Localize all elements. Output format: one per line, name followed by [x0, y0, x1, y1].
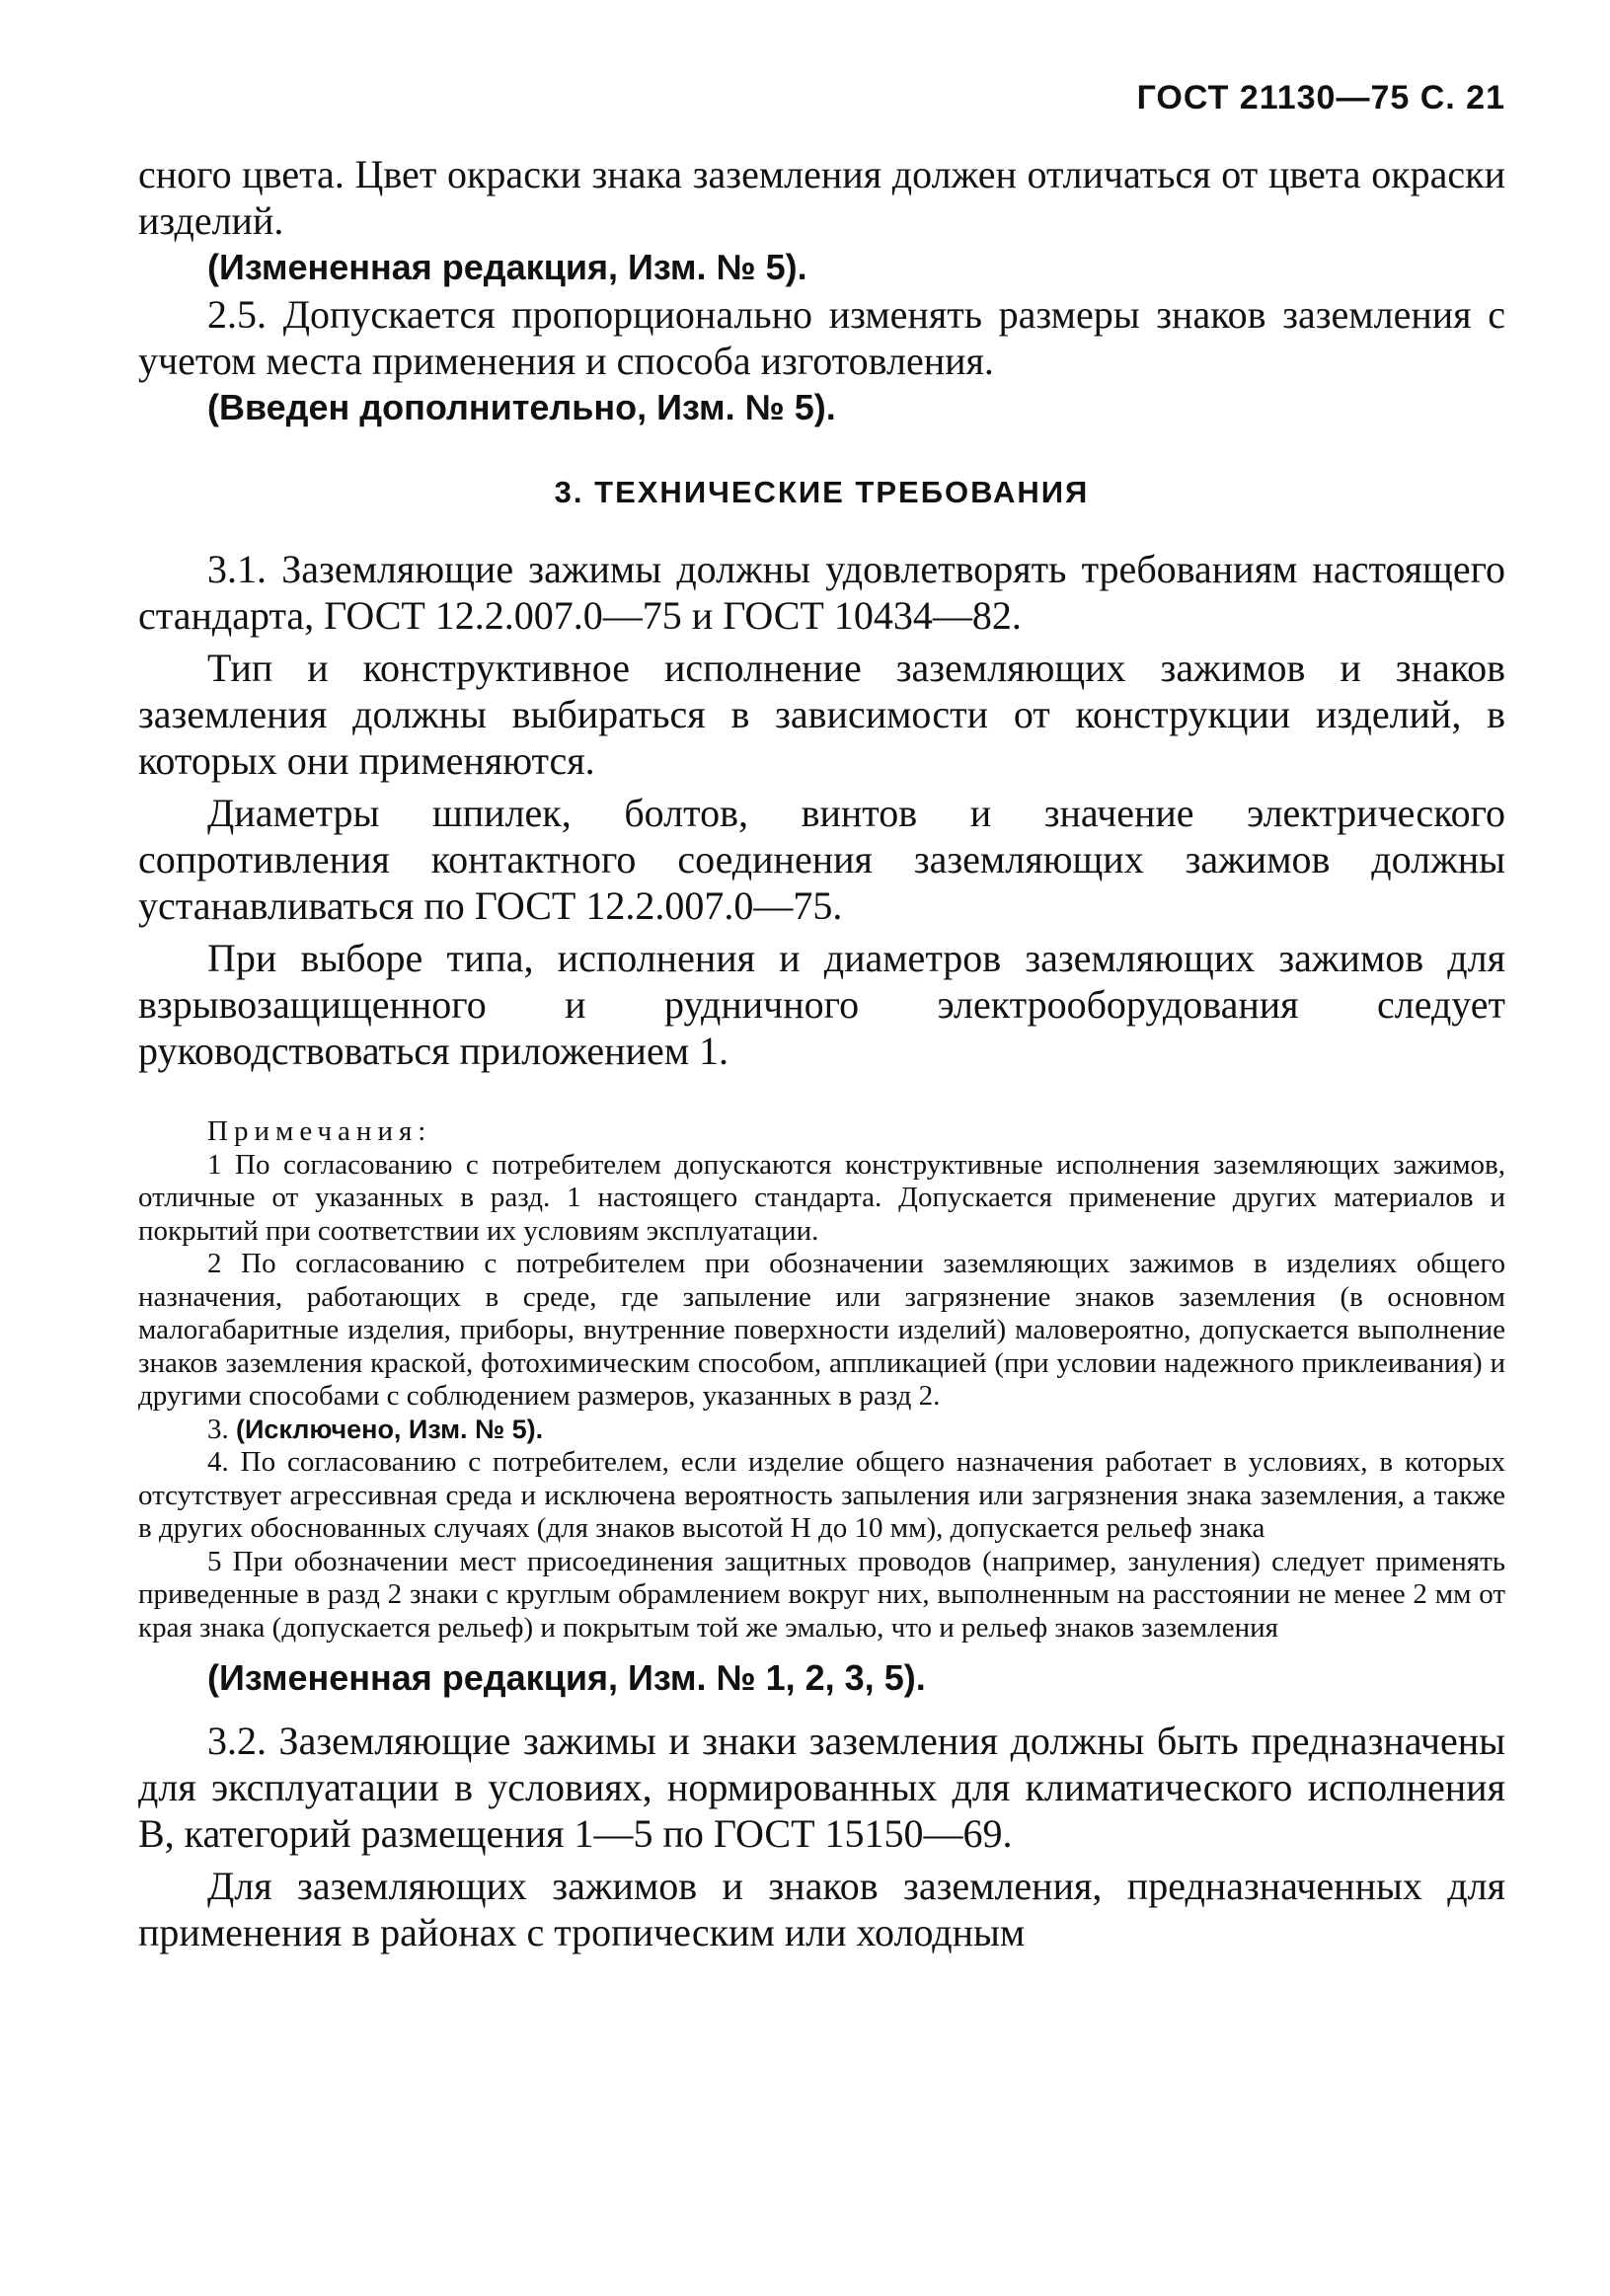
- amendment-note: (Измененная редакция, Изм. № 5).: [207, 247, 807, 287]
- paragraph-continuation: сного цвета. Цвет окраски знака заземления должен отличаться от цвета окраски изделий.: [138, 152, 1505, 243]
- note-item: 4. По согласованию с потребителем, если изделие общего назначения работает в условиях, в которых отсутствует агрессивная среда и исключена вероятность запыления или загрязнения знака заземления, а также в других обоснованных случаях (для знаков высотой Н до 10 мм), допускается рельеф знака: [138, 1446, 1505, 1544]
- amendment-note: (Введен дополнительно, Изм. № 5).: [207, 387, 836, 427]
- note-item: [138, 1414, 1505, 1447]
- running-header: ГОСТ 21130—75 С. 21: [1136, 79, 1505, 116]
- note-item: 5 При обозначении мест присоединения защитных проводов (например, зануления) следует применять приведенные в разд 2 знаки с круглым обрамлением вокруг них, выполненным на расстоянии не менее 2 мм от края знака (допускается рельеф) и покрытым той же эмалью, что и рельеф знаков заземления: [138, 1545, 1505, 1644]
- paragraph: Для заземляющих зажимов и знаков заземления, предназначенных для применения в районах с тропическим или холодным: [138, 1864, 1505, 1954]
- note-number: 3.: [207, 1413, 229, 1445]
- paragraph: Тип и конструктивное исполнение заземляющих зажимов и знаков заземления должны выбираться в зависимости от конструкции изделий, в которых они применяются.: [138, 646, 1505, 783]
- clause-3-1: 3.1. Заземляющие зажимы должны удовлетворять требованиям настоящего стандарта, ГОСТ 12.2.007.0—75 и ГОСТ 10434—82.: [138, 547, 1505, 638]
- note-excluded: (Исключено, Изм. № 5).: [236, 1414, 544, 1444]
- clause-2-5: 2.5. Допускается пропорционально изменять размеры знаков заземления с учетом места применения и способа изготовления.: [138, 292, 1505, 383]
- amendment-note: (Измененная редакция, Изм. № 1, 2, 3, 5).: [207, 1657, 926, 1698]
- note-item: 1 По согласованию с потребителем допускаются конструктивные исполнения заземляющих зажимов, отличные от указанных в разд. 1 настоящего стандарта. Допускается применение других материалов и покрытий при соответствии их условиям эксплуатации.: [138, 1148, 1505, 1247]
- section-heading: 3. ТЕХНИЧЕСКИЕ ТРЕБОВАНИЯ: [554, 475, 1090, 509]
- paragraph: Диаметры шпилек, болтов, винтов и значение электрического сопротивления контактного соединения заземляющих зажимов должны устанавливаться по ГОСТ 12.2.007.0—75.: [138, 791, 1505, 928]
- paragraph: При выборе типа, исполнения и диаметров заземляющих зажимов для взрывозащищенного и рудничного электрооборудования следует руководствоваться приложением 1.: [138, 936, 1505, 1073]
- document-page: [138, 79, 1505, 1955]
- notes-block: [138, 1115, 1505, 1645]
- clause-3-2: 3.2. Заземляющие зажимы и знаки заземления должны быть предназначены для эксплуатации в условиях, нормированных для климатического исполнения В, категорий размещения 1—5 по ГОСТ 15150—69.: [138, 1719, 1505, 1856]
- notes-title: Примечания:: [207, 1115, 432, 1147]
- note-item: 2 По согласованию с потребителем при обозначении заземляющих зажимов в изделиях общего назначения, работающих в среде, где запыление или загрязнение знаков заземления (в основном малогабаритные изделия, приборы, внутренние поверхности изделий) маловероятно, допускается выполнение знаков заземления краской, фотохимическим способом, аппликацией (при условии надежного приклеивания) и другими способами с соблюдением размеров, указанных в разд 2.: [138, 1248, 1505, 1412]
